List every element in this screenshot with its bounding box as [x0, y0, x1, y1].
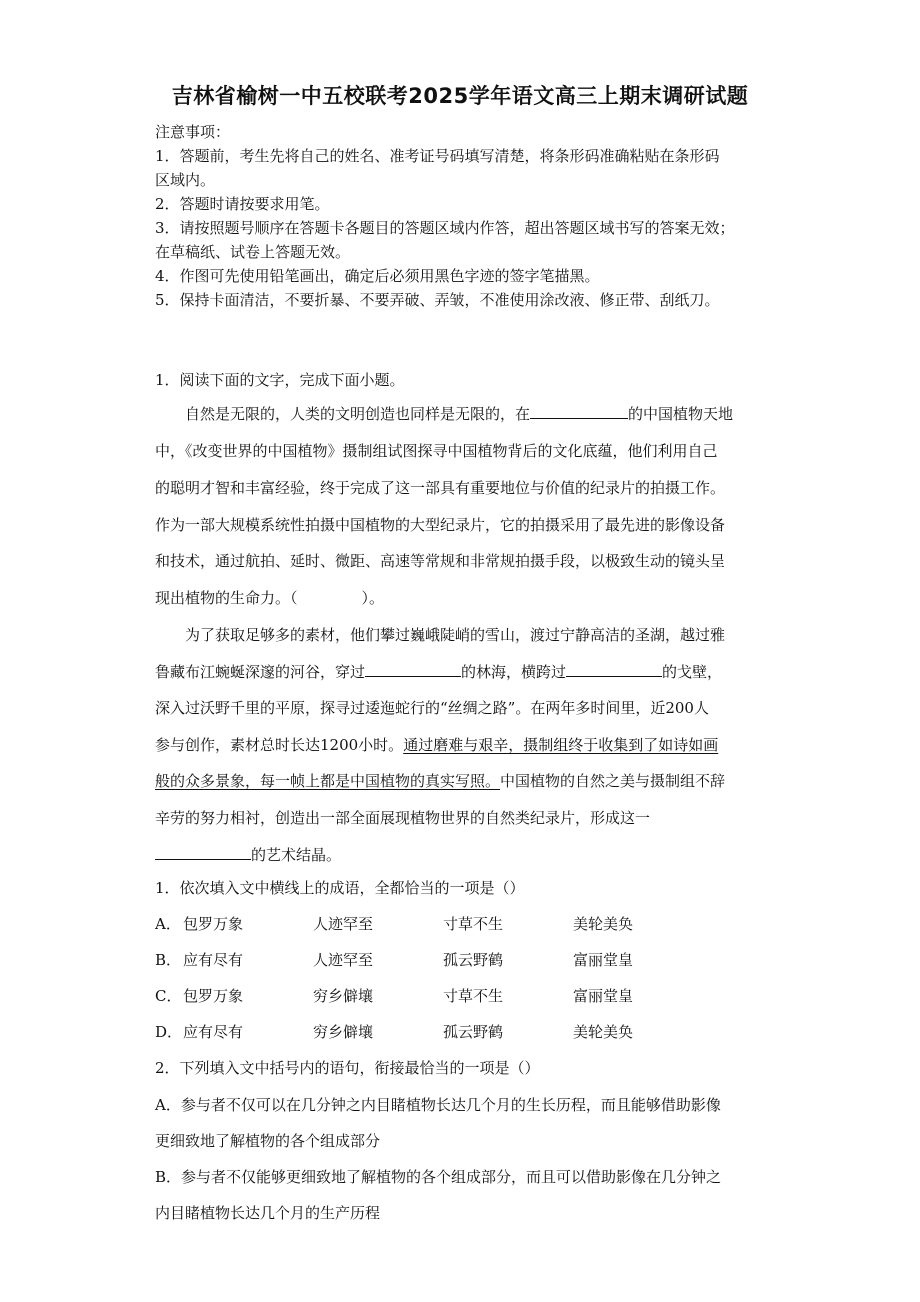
fill-blank [566, 662, 662, 677]
option-b-line: B．参与者不仅能够更细致地了解植物的各个组成部分，而且可以借助影像在几分钟之 [155, 1168, 722, 1186]
subquestion-1-stem: 1．依次填入文中横线上的成语，全都恰当的一项是（） [155, 879, 525, 897]
passage-line: 的聪明才智和丰富经验，终于完成了这一部具有重要地位与价值的纪录片的拍摄工作。 [155, 479, 726, 497]
option-a-line: A．参与者不仅可以在几分钟之内目睹植物长达几个月的生长历程，而且能够借助影像 [155, 1096, 721, 1114]
option-choice: 人迹罕至 [313, 951, 374, 969]
page-title: 吉林省榆树一中五校联考2025学年语文高三上期末调研试题 [171, 84, 749, 108]
option-choice: 应有尽有 [183, 1023, 244, 1041]
fill-blank [155, 845, 251, 860]
option-choice: 富丽堂皇 [573, 987, 634, 1005]
notice-item: 区域内。 [155, 171, 216, 189]
passage-line: 自然是无限的，人类的文明创造也同样是无限的，在 的中国植物天地 [185, 405, 734, 423]
subquestion-2-stem: 2．下列填入文中括号内的语句，衔接最恰当的一项是（） [155, 1059, 540, 1077]
option-letter: C． [155, 987, 182, 1005]
notice-item: 5．保持卡面清洁，不要折暴、不要弄破、弄皱，不准使用涂改液、修正带、刮纸刀。 [155, 291, 720, 309]
notice-item: 3．请按照题号顺序在答题卡各题目的答题区域内作答，超出答题区域书写的答案无效； [155, 219, 735, 237]
passage-line: 鲁藏布江蜿蜒深邃的河谷，穿过 的林海，横跨过 的戈壁， [155, 663, 723, 681]
notice-item: 1．答题前，考生先将自己的姓名、准考证号码填写清楚，将条形码准确粘贴在条形码 [155, 147, 720, 165]
option-choice: 人迹罕至 [313, 915, 374, 933]
option-choice: 穷乡僻壤 [313, 987, 374, 1005]
fill-blank [530, 404, 628, 419]
passage-line: 现出植物的生命力。（ ）。 [155, 589, 385, 607]
notice-item: 在草稿纸、试卷上答题无效。 [155, 243, 351, 261]
passage-line: 般的众多景象，每一帧上都是中国植物的真实写照。中国植物的自然之美与摄制组不辞 [155, 772, 726, 790]
option-letter: A． [155, 915, 181, 933]
passage-line: 中，《改变世界的中国植物》摄制组试图探寻中国植物背后的文化底蕴，他们利用自己 [155, 442, 718, 460]
notice-heading: 注意事项： [155, 123, 231, 141]
option-choice: 孤云野鹤 [443, 951, 504, 969]
option-choice: 寸草不生 [443, 987, 504, 1005]
option-choice: 包罗万象 [183, 915, 244, 933]
option-choice: 美轮美奂 [573, 915, 634, 933]
notice-item: 4．作图可先使用铅笔画出，确定后必须用黑色字迹的签字笔描黑。 [155, 267, 600, 285]
option-choice: 美轮美奂 [573, 1023, 634, 1041]
passage-line: 的艺术结晶。 [155, 845, 767, 865]
passage-line: 作为一部大规模系统性拍摄中国植物的大型纪录片，它的拍摄采用了最先进的影像设备 [155, 516, 726, 534]
passage-line: 深入过沃野千里的平原，探寻过逶迤蛇行的“丝绸之路”。在两年多时间里，近200人 [155, 699, 709, 717]
option-choice: 穷乡僻壤 [313, 1023, 374, 1041]
option-choice: 寸草不生 [443, 915, 504, 933]
option-a-line: 更细致地了解植物的各个组成部分 [155, 1132, 381, 1150]
underlined-sentence: 通过磨难与艰辛，摄制组终于收集到了如诗如画 [403, 736, 719, 754]
option-choice: 孤云野鹤 [443, 1023, 504, 1041]
passage-line: 和技术，通过航拍、延时、微距、高速等常规和非常规拍摄手段，以极致生动的镜头呈 [155, 552, 726, 570]
option-choice: 应有尽有 [183, 951, 244, 969]
option-choice: 包罗万象 [183, 987, 244, 1005]
passage-line: 为了获取足够多的素材，他们攀过巍峨陡峭的雪山，渡过宁静高洁的圣湖，越过雅 [185, 626, 726, 644]
passage-line: 辛劳的努力相衬，创造出一部全面展现植物世界的自然类纪录片，形成这一 [155, 809, 651, 827]
option-letter: B． [155, 951, 182, 969]
notice-item: 2．答题时请按要求用笔。 [155, 195, 330, 213]
underlined-sentence: 般的众多景象，每一帧上都是中国植物的真实写照。 [155, 772, 501, 790]
fill-blank [365, 662, 461, 677]
option-choice: 富丽堂皇 [573, 951, 634, 969]
option-letter: D． [155, 1023, 183, 1041]
option-b-line: 内目睹植物长达几个月的生产历程 [155, 1204, 381, 1222]
passage-line: 参与创作，素材总时长达1200小时。通过磨难与艰辛，摄制组终于收集到了如诗如画 [155, 736, 719, 754]
question-intro: 1．阅读下面的文字，完成下面小题。 [155, 371, 405, 389]
